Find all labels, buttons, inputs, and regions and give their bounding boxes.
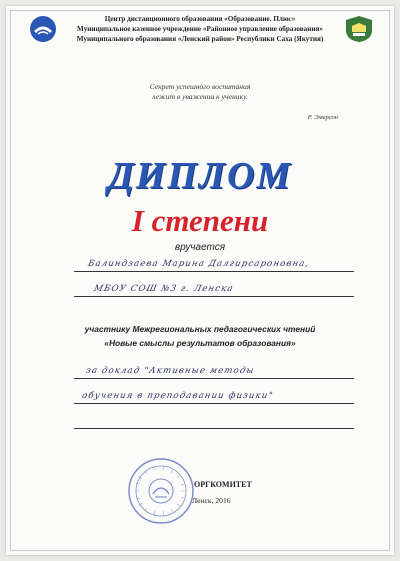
header-line-1: Центр дистанционного образования «Образование. Плюс» bbox=[104, 15, 296, 23]
city-year: Ленск, 2016 bbox=[192, 496, 231, 505]
participant-line: участнику Межрегиональных педагогических чтений bbox=[84, 324, 316, 334]
topic-line-2 bbox=[74, 403, 354, 404]
recipient-name: Балиндзаева Марина Далгирсароновна, bbox=[86, 259, 311, 269]
epigraph-line-2: лежит в уважении к ученику. bbox=[152, 92, 248, 101]
round-seal-stamp-icon bbox=[126, 456, 196, 526]
diploma-page bbox=[6, 6, 394, 555]
school-line bbox=[74, 296, 354, 297]
epigraph-author: Р. Эмерсон bbox=[307, 114, 338, 121]
topic-line-1 bbox=[74, 378, 354, 379]
diploma-title: ДИПЛОМ bbox=[107, 155, 293, 197]
name-line bbox=[74, 271, 354, 272]
recipient-school: МБОУ СОШ №3 г. Ленска bbox=[92, 284, 235, 294]
diploma-degree: I степени bbox=[131, 203, 269, 238]
topic-text-2: обучения в преподавании физики" bbox=[80, 391, 275, 401]
orgcommittee-label: ОРГКОМИТЕТ bbox=[194, 480, 252, 489]
blank-line bbox=[74, 428, 354, 429]
awarded-label: вручается bbox=[174, 242, 226, 253]
epigraph-line-1: Секрет успешного воспитания bbox=[149, 82, 251, 91]
header-line-3: Муниципального образования «Ленский район» Республики Саха (Якутия) bbox=[76, 35, 324, 43]
header-line-2: Муниципальное казенное учреждение «Районное управление образования» bbox=[77, 25, 323, 33]
event-name: «Новые смыслы результатов образования» bbox=[104, 338, 296, 348]
topic-text-1: за доклад "Активные методы bbox=[84, 366, 256, 376]
